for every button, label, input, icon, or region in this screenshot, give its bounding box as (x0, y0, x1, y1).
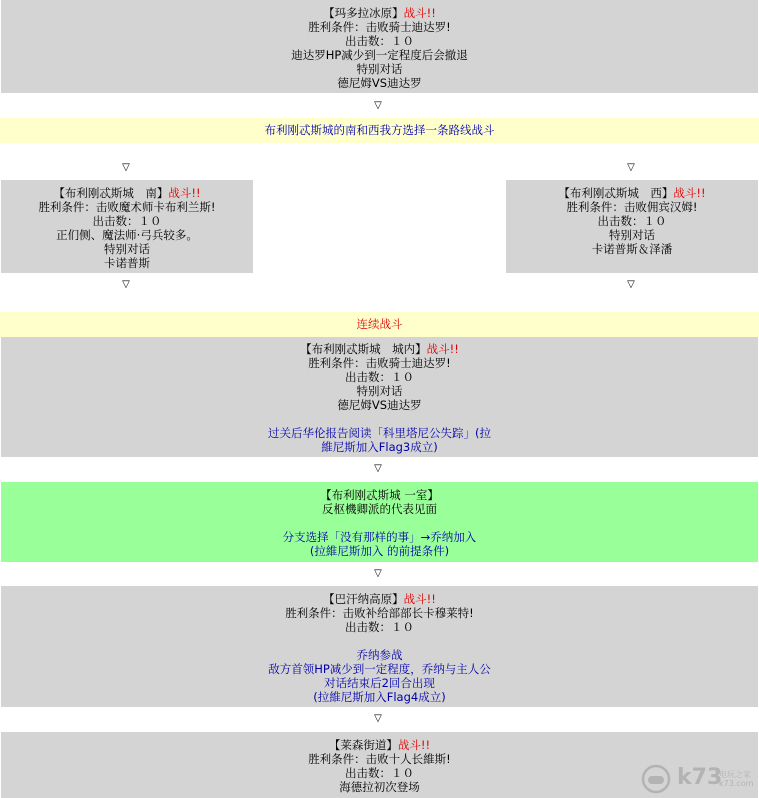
stage-note: 特别对话 (609, 228, 655, 242)
watermark-url: k73.com (719, 779, 754, 788)
stage-bahanna-box (1, 586, 758, 707)
down-arrow-icon: ▽ (122, 279, 130, 290)
stage-location: 【布利刚忒斯城 西】 (558, 186, 674, 200)
battle-label: 战斗!! (403, 6, 436, 20)
stage-inner-box (1, 337, 758, 457)
win-condition: 胜利条件：击败补给部部长卡穆莱特! (285, 606, 474, 620)
route-choice-text: 布利刚忒斯城的南和西我方选择一条路线战斗 (264, 123, 495, 137)
battle-label: 战斗!! (168, 186, 201, 200)
sortie-count: 出击数：１０ (345, 766, 414, 780)
stage-south-box (1, 180, 253, 273)
stage-location: 【布利刚忒斯城 南】 (53, 186, 169, 200)
stage-info: (拉維尼斯加入Flag4成立) (313, 690, 446, 704)
down-arrow-icon: ▽ (374, 100, 382, 111)
battle-label: 战斗!! (673, 186, 706, 200)
stage-note: 反枢機卿派的代表见面 (322, 502, 437, 516)
stage-note: 正们侧、魔法师·弓兵较多。 (56, 228, 198, 242)
sortie-count: 出击数：１０ (345, 620, 414, 634)
stage-note: 迪达罗HP减少到一定程度后会撤退 (291, 48, 468, 62)
stage-info: 过关后华伦报告阅读「科里塔尼公失踪」(拉 (268, 426, 491, 440)
consecutive-battle-text: 连续战斗 (356, 317, 403, 331)
stage-info: 維尼斯加入Flag3成立) (321, 440, 438, 454)
stage-madora-box (1, 0, 758, 93)
down-arrow-icon: ▽ (627, 162, 635, 173)
win-condition: 胜利条件：击败魔术师卡布利兰斯! (38, 200, 216, 214)
stage-west-box (506, 180, 758, 273)
stage-location: 【玛多拉冰原】 (323, 6, 404, 20)
stage-note: 特别对话 (356, 62, 403, 76)
win-condition: 胜利条件：击败骑士迪达罗! (308, 20, 451, 34)
stage-note: 特别对话 (356, 384, 403, 398)
stage-info: 分支选择「没有那样的事」→乔纳加入 (282, 530, 477, 544)
stage-location: 【布利刚忒斯城 城内】 (300, 342, 427, 356)
sortie-count: 出击数：１０ (92, 214, 162, 228)
battle-label: 战斗!! (426, 342, 459, 356)
stage-info: (拉維尼斯加入 的前提条件) (309, 544, 450, 558)
stage-info: 乔纳参战 (356, 648, 403, 662)
consecutive-battle-banner (0, 312, 759, 337)
win-condition: 胜利条件：击败佣宾汉姆! (566, 200, 698, 214)
sortie-count: 出击数：１０ (597, 214, 667, 228)
stage-info: 敌方首领HP减少到一定程度，乔纳与主人公 (268, 662, 491, 676)
win-condition: 胜利条件：击败十人长維斯! (308, 752, 451, 766)
stage-location: 【布利刚忒斯城 一室】 (320, 488, 439, 502)
down-arrow-icon: ▽ (374, 713, 382, 724)
stage-room-box (1, 482, 758, 562)
battle-label: 战斗!! (397, 738, 431, 752)
down-arrow-icon: ▽ (374, 568, 382, 579)
stage-note: 特别对话 (104, 242, 150, 256)
battle-label: 战斗!! (403, 592, 436, 606)
stage-info: 对话结束后2回合出现 (324, 676, 435, 690)
stage-note: 德尼姆VS迪达罗 (337, 398, 422, 412)
sortie-count: 出击数：１０ (345, 370, 414, 384)
down-arrow-icon: ▽ (122, 162, 130, 173)
win-condition: 胜利条件：击败骑士迪达罗! (308, 356, 451, 370)
route-choice-banner (0, 118, 759, 143)
sortie-count: 出击数：１０ (345, 34, 414, 48)
stage-note: 卡诺普斯 (104, 256, 150, 270)
stage-note: 海德拉初次登场 (339, 780, 420, 794)
down-arrow-icon: ▽ (374, 463, 382, 474)
stage-location: 【莱森街道】 (328, 738, 398, 752)
watermark-sub: 电玩之家 (719, 770, 751, 779)
k73-watermark (635, 762, 755, 796)
stage-note: 卡诺普斯＆泽潘 (591, 242, 673, 256)
stage-note: 德尼姆VS迪达罗 (337, 76, 422, 90)
gamepad-icon (637, 764, 675, 794)
down-arrow-icon: ▽ (627, 279, 635, 290)
stage-location: 【巴汗纳高原】 (323, 592, 404, 606)
watermark-brand: k73 (677, 765, 723, 790)
